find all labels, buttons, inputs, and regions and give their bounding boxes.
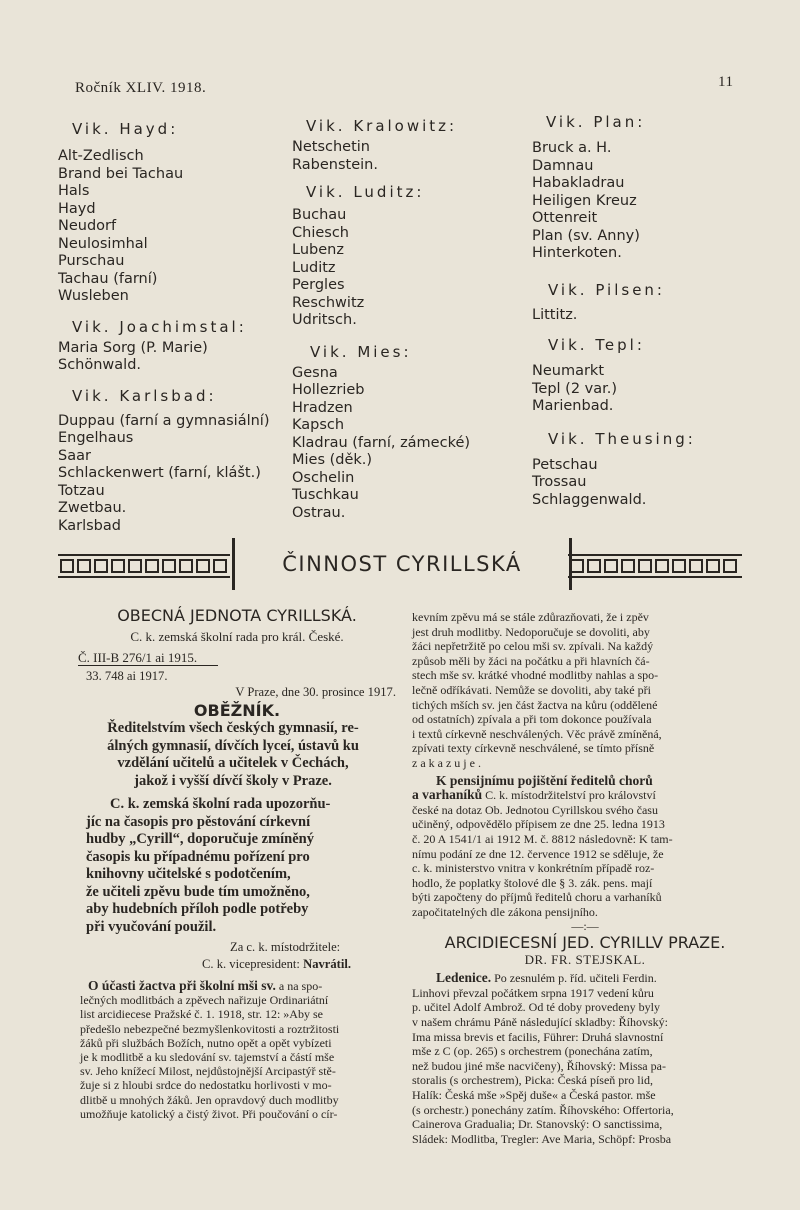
text-line: že učiteli zpěvu bude tím umožněno, (86, 883, 310, 900)
banner-title: ČINNOST CYRILLSKÁ (232, 538, 572, 590)
place: Engelhaus (58, 430, 134, 446)
text-line: jíc na časopis pro pěstování církevní (86, 813, 311, 830)
ornament-square (723, 559, 737, 573)
vicariate-title: Vik. Pilsen: (548, 280, 665, 299)
place-list (292, 207, 512, 330)
vicariate-title: Vik. Karlsbad: (72, 386, 217, 405)
text-line: zakazuje. (412, 755, 484, 770)
ornament-square (655, 559, 669, 573)
text-line: kevním zpěvu má se stále zdůrazňovati, že i zpěv (412, 610, 649, 624)
text-line: jest druh modlitby. Nedoporučuje se dovoliti, aby (412, 624, 650, 639)
text-line: hudby „Cyrill“, doporučuje zmíněný (86, 831, 314, 847)
text-line: sv. Jeho knížecí Milost, nejdůstojnější Arcipastýř stě- (80, 1064, 336, 1079)
place: Plan (sv. Anny) (532, 227, 640, 244)
banner-ornament-left (58, 554, 230, 578)
place: Habakladrau (532, 175, 625, 191)
place: Lubenz (292, 242, 344, 258)
circular-addressee (64, 720, 402, 790)
ornament-square (145, 559, 159, 573)
place: Ostrau. (292, 504, 346, 521)
place: Pergles (292, 277, 345, 293)
text-line: knihovny učitelské s podotčením, (86, 866, 291, 882)
place: Hals (58, 183, 90, 199)
text-line: zpívati texty církevně neschválené, se tímto přísně (412, 741, 655, 756)
text-line: list arcidiecese Pražské č. 1. 1918, str. 12: »Aby se (80, 1007, 323, 1022)
text-line: Po zesnulém p. říd. učiteli Ferdin. (491, 971, 657, 986)
place: Chiesch (292, 224, 349, 241)
text-line: dlitbě u mnohých žáků. Jen opravdový duch modlitby (80, 1092, 339, 1107)
text-line: tichých mších sv. jen část žactva na kůru (oddělené (412, 697, 658, 712)
text-line: časopis ku případnému pořízení pro (86, 848, 310, 865)
place: Kladrau (farní, zámecké) (292, 434, 471, 451)
ornament-square (638, 559, 652, 573)
place: Tuschkau (292, 487, 359, 503)
text-line: býti započteny do příjmů ředitelů choru a varhaníků (412, 890, 662, 905)
vicariate-column-2 (292, 117, 512, 522)
vicariate-title: Vik. Joachimstal: (72, 317, 247, 336)
vicariate-column-1 (58, 120, 278, 535)
place: Luditz (292, 259, 336, 276)
text-line: žuje si z hloubi srdce do nedostatku horlivosti v mo- (80, 1078, 332, 1093)
ornament-square (689, 559, 703, 573)
place: Neulosimhal (58, 235, 148, 252)
ornament-square (94, 559, 108, 573)
text-line: žáci nepřetržitě po celou mši sv. zpívali. Na každý (412, 639, 654, 654)
text-line: započitatelných dle zákona pensijního. (412, 904, 598, 919)
section-banner (58, 538, 742, 590)
place: Zwetbau. (58, 500, 127, 516)
place-list (58, 413, 278, 536)
text-line: Sládek: Modlitba, Tregler: Ave Maria, Schöpf: Prosba (412, 1131, 672, 1146)
place: Udritsch. (292, 312, 357, 328)
place: Schlackenwert (farní, klášt.) (58, 465, 261, 481)
text-line: aby hudebních příloh podle potřeby (86, 901, 309, 917)
text-line: umožňuje katolický a čistý život. Při poučování o cír- (80, 1106, 338, 1121)
place: Schlaggenwald. (532, 491, 647, 508)
paragraph-title: Ledenice. (436, 970, 492, 986)
dateline: V Praze, dne 30. prosince 1917. (235, 685, 396, 699)
paragraph-title: a varhaníků (412, 787, 483, 803)
place-list (532, 457, 752, 510)
text-line: stech mše sv. krátké vhodné modlitby nahlas a spo- (412, 668, 659, 683)
place: Damnau (532, 157, 594, 174)
place: Petschau (532, 456, 598, 473)
text-line: Cainerova Gradualia; Dr. Stanovský: O sanctissima, (412, 1117, 663, 1132)
place: Maria Sorg (P. Marie) (58, 339, 208, 356)
place: Tachau (farní) (58, 270, 158, 287)
reference-number: Č. III-B 276/1 ai 1915. (78, 650, 218, 666)
right-article-column (412, 610, 758, 1146)
vicariate-title: Vik. Kralowitz: (306, 117, 458, 135)
ornament-square (196, 559, 210, 573)
text-line: způsob měli by žáci na počátku a při hlavních čá- (412, 653, 650, 668)
place: Buchau (292, 207, 347, 223)
place: Purschau (58, 253, 125, 269)
volume-header: Ročník XLIV. 1918. (75, 80, 207, 96)
vicariate-title: Vik. Tepl: (548, 336, 645, 354)
section-heading: OBECNÁ JEDNOTA CYRILLSKÁ. (117, 606, 357, 625)
place-list (532, 140, 752, 263)
text-line: předešlo nebezpečné bezmyšlenkovitosti a roztržitosti (80, 1021, 340, 1036)
signature-line (202, 957, 396, 972)
place: Gesna (292, 364, 338, 381)
ornament-square (162, 559, 176, 573)
text-line: Linhovi převzal počátkem srpna 1917 vedení kůru (412, 985, 654, 1000)
place: Duppau (farní a gymnasiální) (58, 412, 270, 429)
left-article-column (78, 608, 396, 1121)
place-list (292, 365, 512, 523)
text-line: a na spo- (275, 979, 323, 993)
ornament-square (621, 559, 635, 573)
text-line: Ima missa brevis et facilis, Führer: Druhá slavnostní (412, 1029, 664, 1044)
ornament-square (179, 559, 193, 573)
text-line: vzdělání učitelů a učitelek v Čechách, (117, 755, 349, 771)
text-line: C. k. místodržitelství pro království (482, 788, 656, 803)
ornament-square (128, 559, 142, 573)
place: Wusleben (58, 288, 129, 304)
vicariate-title: Vik. Mies: (310, 342, 412, 361)
place-list (58, 148, 278, 306)
circular-title: OBĚŽNÍK. (193, 701, 281, 720)
text-line: žáků při službách Božích, nutno opět a opět vybízeti (80, 1035, 332, 1050)
place: Netschetin (292, 139, 370, 155)
reference-number: 33. 748 ai 1917. (86, 669, 168, 683)
place: Rabenstein. (292, 156, 378, 173)
vicariate-title: Vik. Luditz: (306, 183, 425, 201)
text-line: učiněný, odpovědělo přípisem ze dne 25. ledna 1913 (412, 817, 665, 832)
place-list (532, 363, 752, 416)
place: Alt-Zedlisch (58, 148, 144, 164)
place: Littitz. (532, 306, 578, 323)
place: Hayd (58, 200, 96, 217)
ornament-square (570, 559, 584, 573)
paragraph-title: K pensijnímu pojištění ředitelů chorů (436, 772, 653, 788)
ornament-square (213, 559, 227, 573)
text-line: než budou jiné mše nacvičeny), Říhovský: Missa pa- (412, 1058, 666, 1073)
place: Hollezrieb (292, 382, 365, 398)
ornament-square (77, 559, 91, 573)
ornament-square (111, 559, 125, 573)
place: Reschwitz (292, 294, 365, 311)
vicariate-title: Vik. Plan: (546, 113, 646, 131)
author-line: DR. FR. STEJSKAL. (524, 951, 646, 967)
page-number: 11 (718, 74, 734, 90)
place: Oschelin (292, 469, 355, 486)
ornament-square (587, 559, 601, 573)
text-line: je k modlitbě a ku sledování sv. tajemství a částí mše (80, 1050, 335, 1065)
text-line: české na dotaz Ob. Jednotou Cyrillskou svého času (412, 802, 658, 817)
place-list (58, 340, 278, 375)
paragraph-pension (412, 774, 758, 920)
place: Karlsbad (58, 517, 121, 534)
place: Brand bei Tachau (58, 165, 184, 182)
banner-ornament-right (568, 554, 742, 578)
vicariate-title: Vik. Hayd: (72, 120, 179, 138)
text-line: od ostatních) zpívala a při tom dokonce používala (412, 712, 652, 727)
text-line: (s orchestr.) ponechány zatím. Říhovského: Offertoria, (412, 1102, 674, 1117)
place-list (292, 139, 512, 174)
text-line: lečných modlitbách a zpěvech nařizuje Ordinariátní (80, 993, 329, 1008)
place: Neudorf (58, 218, 117, 234)
place: Marienbad. (532, 398, 614, 414)
ornament-square (672, 559, 686, 573)
text-line: hodlo, že poplatky štolové dle § 3. zák. pens. mají (412, 875, 653, 890)
text-line: storalis (s orchestrem), Picka: Česká píseň pro lid, (412, 1073, 653, 1088)
place: Saar (58, 447, 91, 464)
text-line: c. k. ministerstvo vnitra v konkrétním případě roz- (412, 861, 655, 876)
continued-text (412, 610, 758, 771)
text-line: p. učitel Adolf Ambrož. Od té doby provedeny byly (412, 1000, 660, 1015)
place: Mies (děk.) (292, 452, 373, 468)
text-line: nímu podání ze dne 12. července 1912 se sděluje, že (412, 846, 664, 861)
text-line: i textů církevně neschválených. Věc právě zmíněná, (412, 726, 662, 741)
place: Hinterkoten. (532, 245, 622, 261)
place: Kapsch (292, 417, 345, 433)
place-list (532, 307, 752, 325)
place: Neumarkt (532, 363, 605, 379)
authority-line: C. k. zemská školní rada pro král. České. (130, 629, 344, 644)
text-line: v našem chrámu Páně následující skladby: Říhovský: (412, 1015, 668, 1030)
text-line: lečně odříkávati. Nemůže se dovoliti, aby také při (412, 682, 651, 697)
text-line: álných gymnasií, dívčích lyceí, ústavů ku (107, 737, 359, 754)
text-line: při vyučování použil. (86, 918, 217, 935)
text-line: č. 20 A 1541/1 ai 1912 M. č. 8812 následovně: K tam- (412, 831, 673, 846)
place: Totzau (58, 482, 105, 499)
vicariate-title: Vik. Theusing: (548, 429, 696, 448)
ornament-square (706, 559, 720, 573)
signature-line: Za c. k. místodržitele: (230, 940, 341, 954)
text-line: Halík: Česká mše »Spěj duše« a Česká pastor. mše (412, 1088, 656, 1102)
text-line: jakož i vyšší dívčí školy v Praze. (134, 772, 332, 789)
place: Schönwald. (58, 357, 142, 373)
separator: —:— (571, 919, 599, 934)
paragraph-school-mass (80, 979, 396, 1121)
text-line: mše z C (op. 265) s orchestrem (ponechána zatím, (412, 1044, 653, 1059)
place: Trossau (532, 474, 587, 490)
text-line: C. k. zemská školní rada upozorňu- (110, 796, 331, 812)
place: Tepl (2 var.) (532, 380, 618, 397)
place: Ottenreit (532, 210, 598, 226)
signature-title: C. k. vicepresident: (202, 957, 300, 971)
paragraph-ledenice (412, 971, 758, 1146)
place: Bruck a. H. (532, 140, 612, 156)
ornament-square (604, 559, 618, 573)
vicariate-column-3 (532, 113, 752, 509)
text-line: Ředitelstvím všech českých gymnasií, re- (107, 720, 359, 736)
section-heading: ARCIDIECESNÍ JED. CYRILLV PRAZE. (444, 933, 726, 953)
place: Hradzen (292, 399, 353, 416)
signature-name: Navrátil. (303, 957, 352, 971)
ornament-square (60, 559, 74, 573)
circular-body (82, 796, 396, 936)
place: Heiligen Kreuz (532, 192, 637, 209)
paragraph-title: O účasti žactva při školní mši sv. (88, 978, 276, 993)
